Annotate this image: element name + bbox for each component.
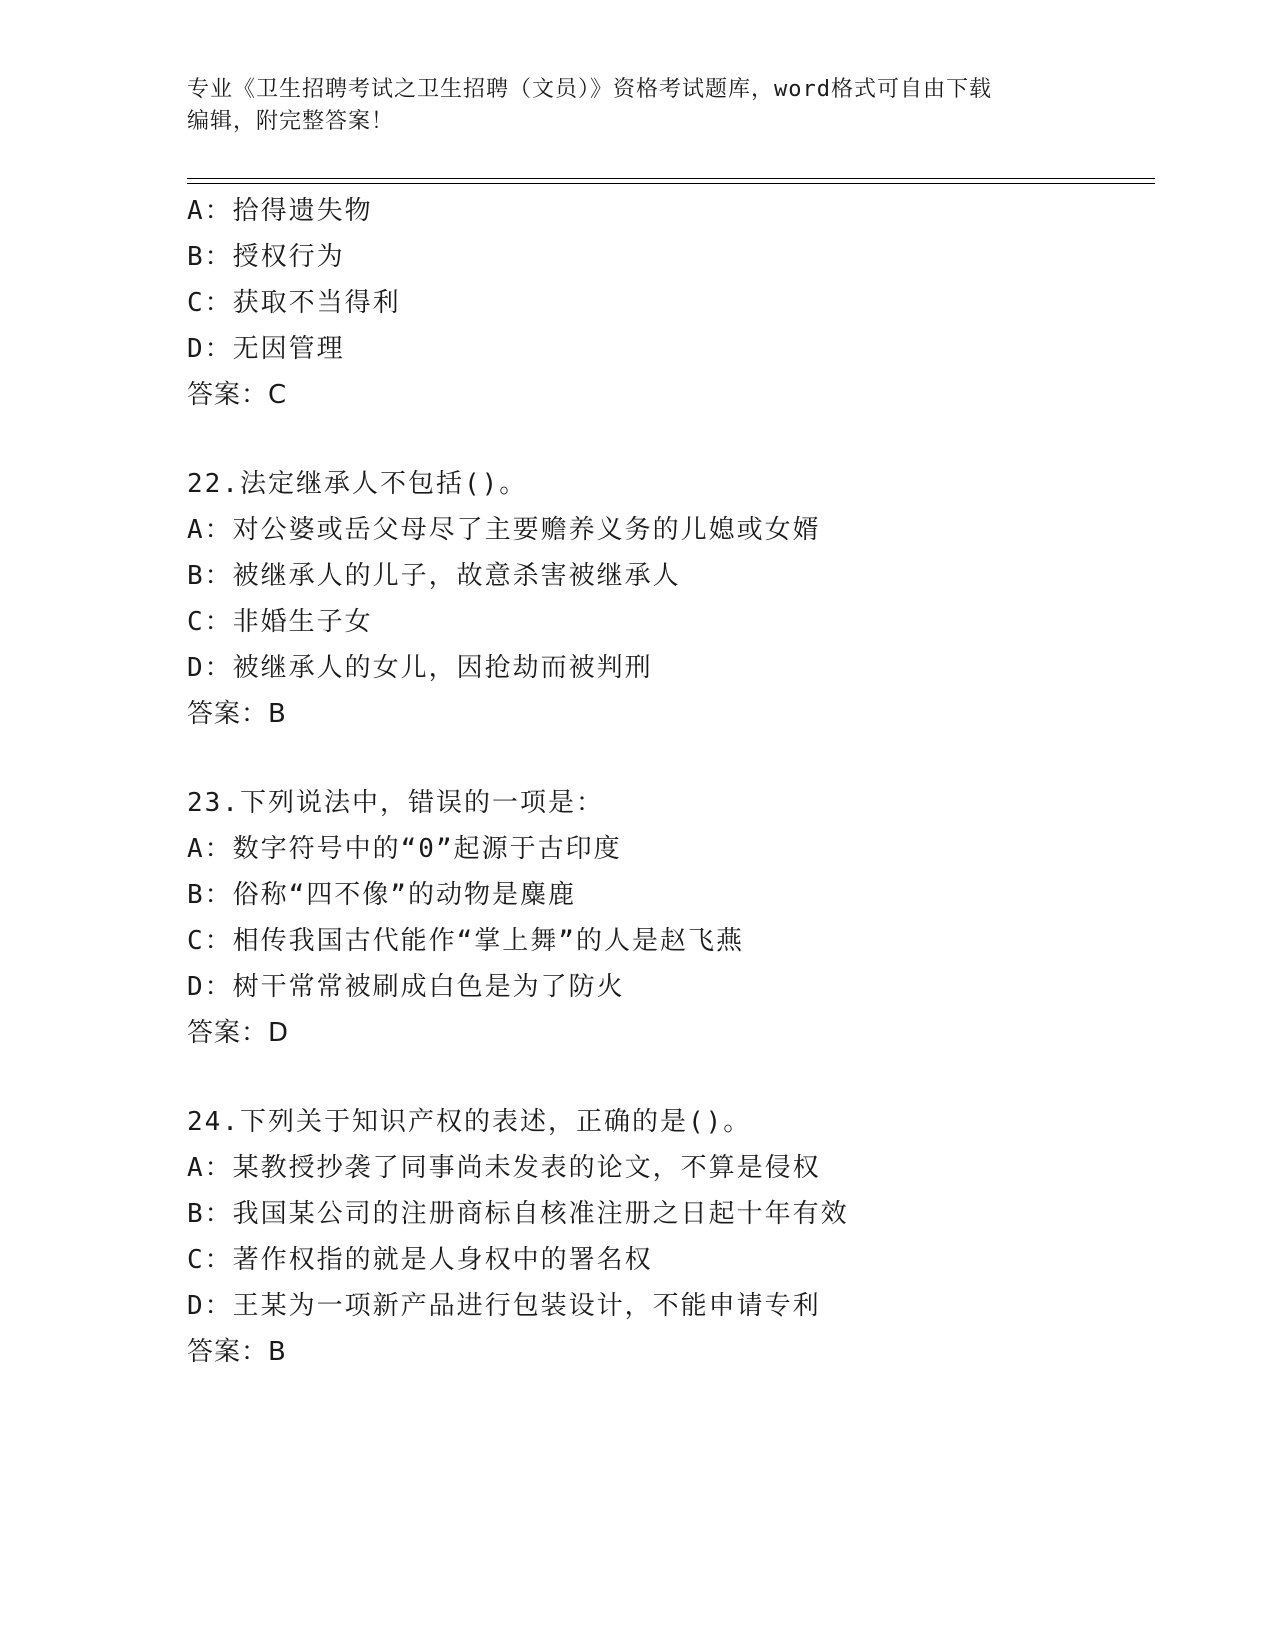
question-block xyxy=(187,461,1155,737)
option-c: C：著作权指的就是人身权中的署名权 xyxy=(187,1245,653,1275)
answer-line: 答案：D xyxy=(187,1018,290,1048)
option-c: C：相传我国古代能作“掌上舞”的人是赵飞燕 xyxy=(187,926,744,956)
header-line-1: 专业《卫生招聘考试之卫生招聘（文员）》资格考试题库，word格式可自由下载 xyxy=(187,77,992,102)
answer-line: 答案：B xyxy=(187,699,287,729)
document-header xyxy=(187,74,1067,138)
option-d: D：无因管理 xyxy=(187,334,345,364)
option-c: C：获取不当得利 xyxy=(187,288,401,318)
header-divider xyxy=(187,178,1155,184)
option-d: D：树干常常被刷成白色是为了防火 xyxy=(187,972,625,1002)
question-block xyxy=(187,188,1155,418)
question-text: 22.法定继承人不包括()。 xyxy=(187,469,528,499)
option-b: B：授权行为 xyxy=(187,242,345,272)
question-block xyxy=(187,780,1155,1056)
question-text: 23.下列说法中，错误的一项是： xyxy=(187,788,604,818)
question-block xyxy=(187,1099,1155,1375)
option-a: A：拾得遗失物 xyxy=(187,196,373,226)
option-b: B：我国某公司的注册商标自核准注册之日起十年有效 xyxy=(187,1199,849,1229)
header-line-2: 编辑，附完整答案！ xyxy=(187,109,395,134)
option-b: B：被继承人的儿子，故意杀害被继承人 xyxy=(187,561,681,591)
option-c: C：非婚生子女 xyxy=(187,607,373,637)
question-text: 24.下列关于知识产权的表述，正确的是()。 xyxy=(187,1107,752,1137)
question-list xyxy=(187,188,1155,1375)
answer-line: 答案：C xyxy=(187,380,288,410)
option-a: A：对公婆或岳父母尽了主要赡养义务的儿媳或女婿 xyxy=(187,515,821,545)
option-d: D：王某为一项新产品进行包装设计，不能申请专利 xyxy=(187,1291,821,1321)
answer-line: 答案：B xyxy=(187,1337,287,1367)
option-a: A：数字符号中的“0”起源于古印度 xyxy=(187,834,622,864)
option-d: D：被继承人的女儿，因抢劫而被判刑 xyxy=(187,653,653,683)
option-b: B：俗称“四不像”的动物是麋鹿 xyxy=(187,880,576,910)
option-a: A：某教授抄袭了同事尚未发表的论文，不算是侵权 xyxy=(187,1153,821,1183)
